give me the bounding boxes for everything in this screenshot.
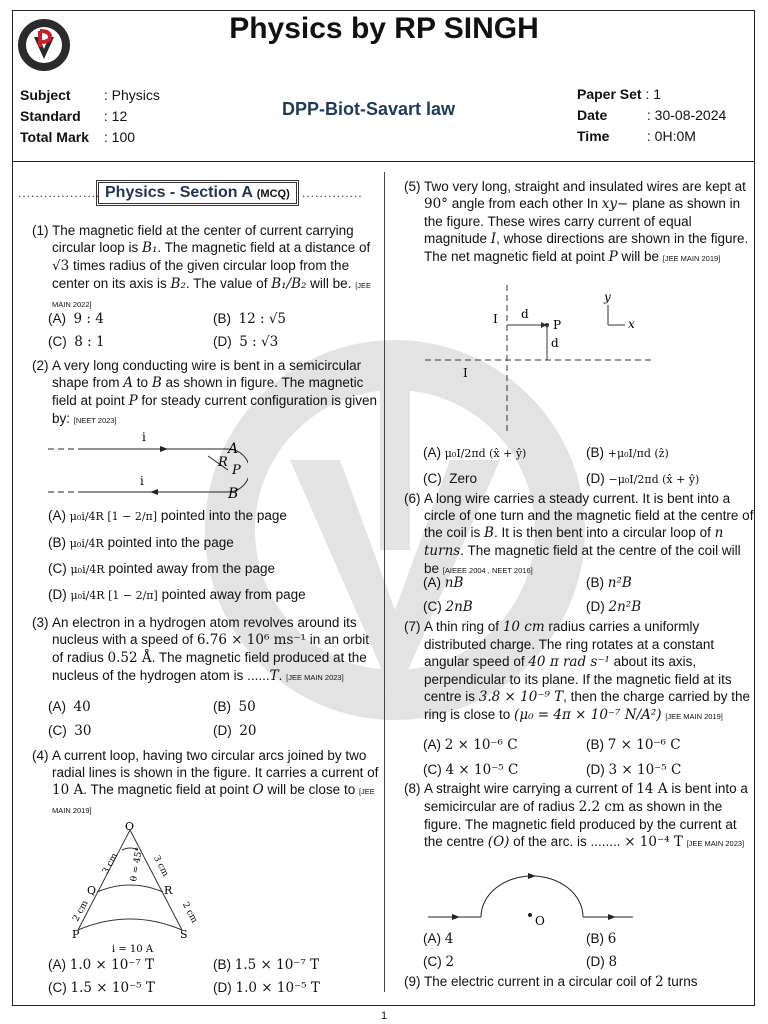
dots-left: ................... [18,186,101,200]
fig-label: B [228,486,239,500]
q-text: radius carries a uniformly distributed charge. The ring rotates at a constant angular speed of [424,619,715,669]
fig-label: R [218,455,228,470]
section-sub: (MCQ) [256,188,290,200]
option-c[interactable]: (C) 1.5 × 10⁻⁵ T [48,980,155,996]
section-heading [96,180,299,206]
q-text: , whose directions are shown in the figure. The net magnetic field at point [424,231,749,264]
fig-label: i = 10 A [112,944,154,955]
exam-tag: [JEE MAIN 2023] [286,673,344,682]
fig-label: P [232,463,241,478]
q-text: as shown in the figure. The magnetic field produced by the current at the centre [424,799,737,849]
fig-label: i [140,474,144,488]
fig-label: 2 cm [179,900,200,925]
q-text: . The value of [185,276,272,291]
fig-label: P [72,928,80,941]
question-9 [404,973,754,991]
paperset-value: : 1 [645,86,662,102]
q-text: for steady current configuration is given by: [52,393,378,426]
q8-figure [428,868,638,928]
q-math: 90° [424,196,448,212]
q-math: B [484,525,494,541]
option-d[interactable]: (D) 2n²B [586,599,642,615]
total-label: Total Mark [20,129,89,145]
q-math: (O) [487,834,510,850]
fig-label: I [463,366,468,380]
exam-tag: [JEE MAIN 2019] [662,254,721,263]
q-math: B [151,375,162,391]
q-text: A current loop, having two circular arcs joined by two radial lines is shown in the figure. It carries a current of [52,748,379,780]
option-b[interactable]: (B) 7 × 10⁻⁶ C [586,737,681,753]
option-a[interactable]: (A) nB [423,575,464,591]
q-text: as shown in figure. The magnetic field at point [52,375,364,408]
q-text: . The magnetic field at the centre of the coil will be [424,543,741,576]
total-value: : 100 [103,129,136,145]
q-number: (2) [32,358,49,373]
q-number: (8) [404,781,421,796]
fig-label: S [180,928,188,941]
header-divider [12,161,755,162]
option-b[interactable]: (B) 1.5 × 10⁻⁷ T [213,957,320,973]
q-number: (6) [404,491,421,506]
q-number: (5) [404,179,421,194]
option-a[interactable]: (A) μ₀i/4R [1 − 2/π] pointed into the page [48,508,287,523]
option-b[interactable]: (B) n²B [586,575,632,591]
q-text: . [278,668,287,683]
q-text: times radius of the given circular loop from the center on its axis is [52,258,350,291]
column-divider [384,172,385,992]
q-text: will be. [306,276,356,291]
q-math: B₁ [142,240,158,256]
q-math: A [123,375,134,391]
fig-label: P [553,318,562,332]
q-text: . The magnetic field produced at the nucleus of the hydrogen atom is ...... [52,650,367,683]
option-c[interactable]: (C) 4 × 10⁻⁵ C [423,762,519,778]
option-d[interactable]: (D) 5 : √3 [213,334,279,350]
q-math: 14 A [636,781,668,797]
option-c[interactable]: (C) 2 [423,954,455,970]
option-a[interactable]: (A) 40 [48,699,91,715]
q-text: angle from each other In [447,196,602,211]
q-math: T [269,668,279,684]
option-a[interactable]: (A) 4 [423,931,454,947]
fig-label: O [535,914,545,928]
option-a[interactable]: (A) 9 : 4 [48,311,104,327]
q-math: xy− [601,196,629,212]
subject-value: : Physics [103,87,160,103]
q-math: 6.76 × 10⁶ ms⁻¹ [196,632,306,648]
time-label: Time [577,128,610,144]
exam-tag: [NEET 2023] [73,416,117,425]
dots-right: .............. [302,186,363,200]
q4-figure [60,820,210,955]
option-d[interactable]: (D) 1.0 × 10⁻⁵ T [213,980,320,996]
fig-label: θ = 45° [129,846,146,883]
paperset-label: Paper Set [577,86,642,102]
option-c[interactable]: (C) 30 [48,723,92,739]
q-text: An electron in a hydrogen atom revolves around its nucleus with a speed of [52,615,357,647]
option-c[interactable]: (C) 2nB [423,599,473,615]
q-math: O [252,782,264,798]
q5-figure [425,285,655,435]
question-5 [404,178,754,267]
q-math: (μ₀ = 4π × 10⁻⁷ N/A²) [514,707,662,723]
date-value: : 30-08-2024 [646,107,727,123]
meta-right [577,84,726,147]
q-math: 3.8 × 10⁻⁹ T [478,689,564,705]
q-text: of the arc. is ........ [509,834,625,849]
fig-label: 3 cm [150,854,171,879]
page-number: 1 [380,1010,388,1022]
q-number: (3) [32,615,49,630]
fig-label: Q [87,884,97,897]
option-b[interactable]: (B) 12 : √5 [213,311,287,327]
q-math: n turns [424,525,724,559]
question-3 [32,614,382,686]
q-math: B₂ [170,276,186,292]
q-text: The magnetic field at the center of current carrying circular loop is [52,223,354,255]
meta-left [20,85,160,148]
dpp-title: DPP-Biot-Savart law [282,99,456,119]
exam-tag: [JEE MAIN 2019] [665,712,723,721]
option-a[interactable]: (A) μ₀I/2πd (x̂ + ŷ) [423,445,527,460]
option-a[interactable]: (A) 1.0 × 10⁻⁷ T [48,957,155,973]
q-text: is bent into a semicircular are of radius [424,781,748,814]
q-math: 10 A [52,782,84,798]
q-text: A long wire carries a steady current. It is bent into a circle of one turn and the magnetic field at the centre of the coil is [424,491,754,540]
time-value: : 0H:0M [646,128,696,144]
q-math: 10 cm [502,619,545,635]
option-d[interactable]: (D) 8 [586,954,618,970]
fig-label: I [493,312,498,326]
q-math: P [128,393,138,409]
option-c[interactable]: (C) Zero [423,471,478,486]
q-number: (7) [404,619,421,634]
question-6 [404,490,754,579]
option-b[interactable]: (B) 6 [586,931,617,947]
q-text: to [133,375,152,390]
standard-label: Standard [20,108,81,124]
fig-label: y [604,290,611,304]
q-text: will be [617,249,663,264]
question-7 [404,618,754,725]
fig-label: R [164,884,173,897]
q-text: in an orbit of radius [52,632,369,665]
fig-label: i [142,430,146,444]
option-d[interactable]: (D) 20 [213,723,257,739]
q-math: 2.2 cm [578,799,625,815]
option-c[interactable]: (C) μ₀i/4R pointed away from the page [48,561,275,576]
subject-label: Subject [20,87,71,103]
q2-figure [48,428,248,500]
q-text: A straight wire carrying a current of [424,781,637,796]
exam-tag: [JEE MAIN 2023] [686,839,745,848]
exam-tag: [JEE MAIN 2022] [52,281,372,309]
option-b[interactable]: (B) 50 [213,699,256,715]
q-text: will be close to [263,782,359,797]
q-text: . The magnetic field at a distance of [157,240,371,255]
section-title: Physics - Section A [105,184,253,201]
q-math: 0.52 Å [107,650,152,666]
q-math: P [608,249,618,265]
q-text: turns [663,974,698,989]
option-b[interactable]: (B) μ₀i/4R pointed into the page [48,535,234,550]
q-text: . It is then bent into a circular loop of [493,525,715,540]
q-text: plane as shown in the figure. These wires carry current of equal magnitude [424,196,741,246]
option-d[interactable]: (D) μ₀i/4R [1 − 2/π] pointed away from page [48,587,306,602]
q-text: . The magnetic field at point [83,782,253,797]
option-d[interactable]: (D) 3 × 10⁻⁵ C [586,762,682,778]
q-text: , then the charge carried by the ring is close to [424,689,751,722]
q-math: B₁/B₂ [271,276,307,292]
q-math: 2 [655,974,664,990]
option-d[interactable]: (D) −μ₀I/2πd (x̂ + ŷ) [586,471,700,486]
exam-tag: [JEE MAIN 2019] [52,787,375,815]
q-math: × 10⁻⁴ T [624,834,683,850]
page-title: Physics by RP SINGH [229,12,539,45]
q-number: (4) [32,748,49,763]
question-2 [32,357,382,429]
q-number: (1) [32,223,49,238]
date-label: Date [577,107,608,123]
fig-label: O [125,820,135,833]
question-8 [404,780,754,852]
standard-value: : 12 [103,108,128,124]
q-text: A thin ring of [424,619,503,634]
q-text: A very long conducting wire is bent in a semicircular shape from [52,358,362,390]
fig-label: d [521,307,529,321]
option-b[interactable]: (B) +μ₀I/πd (ẑ) [586,445,669,460]
q-text: about its axis, perpendicular to its plane. If the magnetic field at its centre is [424,654,732,704]
q-math: I [490,231,497,247]
fig-label: 3 cm [100,851,121,876]
q-text: The electric current in a circular coil of [424,974,656,989]
fig-label: 2 cm [71,899,91,924]
q-text: Two very long, straight and insulated wires are kept at [424,179,746,194]
question-4 [32,747,382,819]
exam-tag: [AIEEE 2004 , NEET 2016] [442,566,533,575]
fig-label: A [228,441,239,457]
q-math: 40 π rad s⁻¹ [528,654,610,670]
fig-label: x [628,317,635,331]
fig-label: d [551,336,559,350]
q-math: √3 [52,258,70,274]
question-1 [32,222,382,313]
option-c[interactable]: (C) 8 : 1 [48,334,105,350]
option-a[interactable]: (A) 2 × 10⁻⁶ C [423,737,518,753]
q-number: (9) [404,974,421,989]
